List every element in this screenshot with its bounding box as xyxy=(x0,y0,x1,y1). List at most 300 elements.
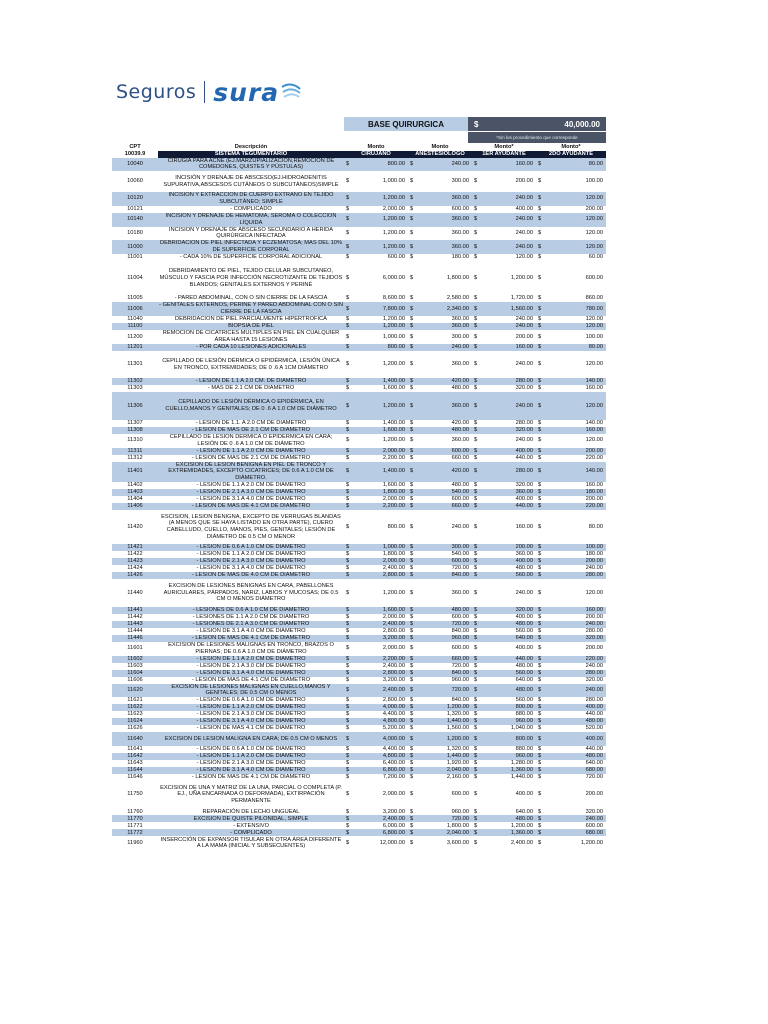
amount-segundo-ayudante xyxy=(536,206,606,213)
amount-anestesiologo xyxy=(408,544,472,551)
currency-symbol: $ xyxy=(474,589,478,596)
currency-symbol: $ xyxy=(474,565,478,572)
cpt-code: 11626 xyxy=(127,725,143,732)
amount-segundo-ayudante xyxy=(536,704,606,711)
amount-anestesiologo xyxy=(408,565,472,572)
amount-primer-ayudante xyxy=(472,767,536,774)
procedure-description: INCISIÓN Y DRENAJE DE ABSCESO(EJ.HIDROADENITIS SUPURATIVA,ABSCESOS CUTÁNEOS O SUBCUTÁNEOS)SIMPLE xyxy=(163,174,339,188)
table-row xyxy=(112,510,606,544)
currency-symbol: $ xyxy=(346,627,350,634)
amount-value: 280.00 xyxy=(585,627,603,634)
amount-value: 4,000.00 xyxy=(382,735,405,742)
amount-cirujano xyxy=(344,836,408,850)
amount-value: 80.00 xyxy=(588,344,603,351)
table-row xyxy=(112,822,606,829)
amount-anestesiologo xyxy=(408,503,472,510)
amount-value: 800.00 xyxy=(387,344,405,351)
currency-symbol: $ xyxy=(346,655,350,662)
currency-symbol: $ xyxy=(538,565,542,572)
cpt-code: 11602 xyxy=(112,656,158,663)
procedure-description: EXCISION DE LESIONES MALIGNAS EN TRONCO, BRAZOS O PIERNAS; DE 0.6 A 1.0 CM DE DIÁMETRO xyxy=(168,641,334,655)
currency-symbol: $ xyxy=(346,305,350,312)
currency-symbol: $ xyxy=(410,402,414,409)
currency-symbol: $ xyxy=(410,606,414,613)
cpt-code: 10180 xyxy=(127,230,143,237)
currency-symbol: $ xyxy=(474,774,478,781)
amount-value: 200.00 xyxy=(585,558,603,565)
amount-segundo-ayudante xyxy=(536,213,606,227)
amount-primer-ayudante xyxy=(472,192,536,206)
amount-value: 880.00 xyxy=(515,746,533,753)
amount-primer-ayudante xyxy=(472,254,536,261)
amount-value: 600.00 xyxy=(387,254,405,261)
amount-value: 80.00 xyxy=(588,161,603,168)
currency-symbol: $ xyxy=(346,544,350,551)
amount-anestesiologo xyxy=(408,427,472,434)
currency-symbol: $ xyxy=(346,753,350,760)
amount-primer-ayudante xyxy=(472,614,536,621)
currency-symbol: $ xyxy=(474,523,478,530)
amount-primer-ayudante xyxy=(472,206,536,213)
table-row xyxy=(112,482,606,489)
amount-value: 600.00 xyxy=(451,496,469,503)
amount-cirujano xyxy=(344,489,408,496)
amount-cirujano xyxy=(344,614,408,621)
cpt-code: 11423 xyxy=(112,558,158,565)
amount-cirujano xyxy=(344,704,408,711)
currency-symbol: $ xyxy=(538,305,542,312)
base-amount: 40,000.00 xyxy=(564,119,600,129)
amount-value: 480.00 xyxy=(451,426,469,433)
amount-value: 220.00 xyxy=(585,454,603,461)
amount-value: 1,800.00 xyxy=(446,822,469,829)
currency-symbol: $ xyxy=(346,808,350,815)
currency-symbol: $ xyxy=(474,482,478,489)
amount-value: 1,200.00 xyxy=(382,195,405,202)
amount-value: 160.00 xyxy=(585,482,603,489)
amount-cirujano xyxy=(344,261,408,295)
amount-anestesiologo xyxy=(408,621,472,628)
currency-symbol: $ xyxy=(346,254,350,261)
amount-segundo-ayudante xyxy=(536,760,606,767)
amount-cirujano xyxy=(344,663,408,670)
procedure-description: CIRUGÍA PARA ACNÉ (EJ.MARZUPIALIZACIÓN,REMOCIÓN DE COMEDONES, QUISTES Y PÚSTULAS) xyxy=(158,158,344,172)
amount-value: 1,200.00 xyxy=(382,230,405,237)
currency-symbol: $ xyxy=(474,544,478,551)
cpt-code: 11005 xyxy=(127,295,143,302)
currency-symbol: $ xyxy=(410,178,414,185)
amount-value: 360.00 xyxy=(515,489,533,496)
amount-value: 440.00 xyxy=(515,503,533,510)
amount-segundo-ayudante xyxy=(536,295,606,302)
table-row xyxy=(112,171,606,192)
base-currency: $ xyxy=(474,119,479,129)
amount-value: 720.00 xyxy=(451,687,469,693)
table-row xyxy=(112,836,606,850)
amount-segundo-ayudante xyxy=(536,455,606,462)
amount-cirujano xyxy=(344,677,408,684)
currency-symbol: $ xyxy=(410,254,414,261)
currency-symbol: $ xyxy=(474,735,478,742)
currency-symbol: $ xyxy=(410,620,414,627)
currency-symbol: $ xyxy=(474,447,478,454)
amount-value: 240.00 xyxy=(515,216,533,223)
amount-value: 120.00 xyxy=(585,323,603,330)
amount-primer-ayudante xyxy=(472,295,536,302)
cpt-code: 11420 xyxy=(127,523,143,530)
cpt-code: 11302 xyxy=(112,378,158,385)
currency-symbol: $ xyxy=(346,361,350,368)
amount-value: 480.00 xyxy=(585,718,603,725)
currency-symbol: $ xyxy=(474,669,478,676)
amount-cirujano xyxy=(344,240,408,254)
table-row xyxy=(112,323,606,330)
amount-value: 400.00 xyxy=(515,613,533,620)
currency-symbol: $ xyxy=(474,195,478,202)
currency-symbol: $ xyxy=(474,760,478,767)
currency-symbol: $ xyxy=(538,243,542,250)
amount-segundo-ayudante xyxy=(536,663,606,670)
cpt-code: 11307 xyxy=(127,419,143,426)
currency-symbol: $ xyxy=(474,634,478,641)
amount-primer-ayudante xyxy=(472,240,536,254)
amount-value: 2,000.00 xyxy=(382,791,405,798)
currency-symbol: $ xyxy=(538,767,542,774)
amount-value: 2,400.00 xyxy=(382,620,405,627)
currency-symbol: $ xyxy=(538,655,542,662)
amount-anestesiologo xyxy=(408,718,472,725)
amount-cirujano xyxy=(344,302,408,316)
amount-value: 1,280.00 xyxy=(510,760,533,767)
amount-value: 320.00 xyxy=(515,385,533,392)
amount-segundo-ayudante xyxy=(536,434,606,448)
amount-value: 2,580.00 xyxy=(446,295,469,302)
amount-cirujano xyxy=(344,635,408,642)
header-row-titles xyxy=(112,144,606,151)
currency-symbol: $ xyxy=(474,829,478,836)
currency-symbol: $ xyxy=(410,735,414,742)
currency-symbol: $ xyxy=(410,669,414,676)
currency-symbol: $ xyxy=(474,489,478,496)
currency-symbol: $ xyxy=(410,551,414,558)
base-label: BASE QUIRURGICA xyxy=(344,117,468,131)
amount-value: 120.00 xyxy=(585,230,603,237)
amount-anestesiologo xyxy=(408,642,472,656)
amount-value: 6,800.00 xyxy=(382,767,405,774)
amount-primer-ayudante xyxy=(472,704,536,711)
table-row xyxy=(112,642,606,656)
table-row xyxy=(112,351,606,378)
amount-value: 1,400.00 xyxy=(382,419,405,426)
cpt-code: 11424 xyxy=(127,565,143,572)
cpt-code: 10140 xyxy=(112,213,158,227)
amount-primer-ayudante xyxy=(472,482,536,489)
amount-anestesiologo xyxy=(408,656,472,663)
amount-value: 840.00 xyxy=(451,627,469,634)
table-row xyxy=(112,829,606,836)
currency-symbol: $ xyxy=(346,822,350,829)
amount-value: 1,200.00 xyxy=(382,589,405,596)
amount-value: 360.00 xyxy=(451,589,469,596)
amount-value: 400.00 xyxy=(585,735,603,742)
amount-value: 280.00 xyxy=(515,468,533,475)
amount-value: 480.00 xyxy=(515,565,533,572)
amount-anestesiologo xyxy=(408,420,472,427)
amount-value: 280.00 xyxy=(585,669,603,676)
col-header-monto-cirujano: Monto xyxy=(367,144,385,150)
amount-value: 960.00 xyxy=(451,808,469,815)
currency-symbol: $ xyxy=(410,760,414,767)
procedure-description: ESCISION, LESION BENIGNA, EXCEPTO DE VERRUGAS BLANDAS (A MENOS QUE SE HAYA LISTADO EN OTRA PARTE), CUERO CABELLUDO, CUELLO, MANOS, PIES, GENITALES; LESIÓN DE DIÁMETRO DE 0.5 CM O MENOR xyxy=(161,513,341,541)
cpt-code: 11200 xyxy=(127,333,143,340)
amount-value: 3,600.00 xyxy=(446,839,469,846)
amount-cirujano xyxy=(344,670,408,677)
amount-value: 400.00 xyxy=(585,704,603,711)
procedure-description: - LESIÓN DE 3.1 A 4.0 CM DE DIÁMETRO xyxy=(158,670,344,677)
currency-symbol: $ xyxy=(538,523,542,530)
currency-symbol: $ xyxy=(410,613,414,620)
currency-symbol: $ xyxy=(474,254,478,261)
currency-symbol: $ xyxy=(410,558,414,565)
amount-anestesiologo xyxy=(408,614,472,621)
sura-logo xyxy=(116,74,302,110)
amount-value: 280.00 xyxy=(515,378,533,385)
currency-symbol: $ xyxy=(410,496,414,503)
col-header-monto-ayudante-1: Monto* xyxy=(494,144,514,150)
amount-primer-ayudante xyxy=(472,697,536,704)
amount-cirujano xyxy=(344,544,408,551)
amount-cirujano xyxy=(344,206,408,213)
amount-value: 360.00 xyxy=(451,361,469,368)
currency-symbol: $ xyxy=(538,295,542,302)
cpt-code: 11642 xyxy=(112,753,158,760)
currency-symbol: $ xyxy=(410,711,414,718)
amount-cirujano xyxy=(344,496,408,503)
amount-primer-ayudante xyxy=(472,448,536,455)
currency-symbol: $ xyxy=(410,634,414,641)
cpt-code: 10120 xyxy=(112,192,158,206)
amount-value: 2,400.00 xyxy=(510,839,533,846)
amount-value: 480.00 xyxy=(515,662,533,669)
amount-value: 300.00 xyxy=(451,333,469,340)
amount-primer-ayudante xyxy=(472,808,536,815)
amount-segundo-ayudante xyxy=(536,697,606,704)
amount-value: 360.00 xyxy=(451,230,469,237)
amount-value: 2,000.00 xyxy=(382,205,405,212)
currency-symbol: $ xyxy=(474,767,478,774)
amount-value: 240.00 xyxy=(515,361,533,368)
cpt-code: 11444 xyxy=(127,627,143,634)
procedure-description: CEPILLADO DE LESIÓN DÉRMICA O EPIDÉRMICA, EN CUELLO,MANOS Y GENITALES; DE 0 .6 A 1.0 CM DE DIÁMETRO xyxy=(158,392,344,419)
amount-primer-ayudante xyxy=(472,544,536,551)
table-row xyxy=(112,489,606,496)
amount-value: 1,200.00 xyxy=(510,822,533,829)
table-row xyxy=(112,448,606,455)
amount-value: 320.00 xyxy=(515,606,533,613)
currency-symbol: $ xyxy=(410,316,414,323)
currency-symbol: $ xyxy=(346,503,350,510)
currency-symbol: $ xyxy=(474,687,478,693)
currency-symbol: $ xyxy=(474,551,478,558)
col-header-descripcion: Descripción xyxy=(234,144,268,150)
amount-primer-ayudante xyxy=(472,323,536,330)
currency-symbol: $ xyxy=(410,205,414,212)
amount-value: 600.00 xyxy=(451,558,469,565)
currency-symbol: $ xyxy=(538,791,542,798)
brand-divider xyxy=(204,81,205,103)
currency-symbol: $ xyxy=(474,645,478,652)
amount-primer-ayudante xyxy=(472,420,536,427)
currency-symbol: $ xyxy=(346,523,350,530)
amount-cirujano xyxy=(344,815,408,822)
currency-symbol: $ xyxy=(474,839,478,846)
currency-symbol: $ xyxy=(410,704,414,711)
procedure-description: - EXTENSIVO xyxy=(232,822,270,829)
cpt-code: 11100 xyxy=(112,323,158,330)
procedure-description: CEPILLADO DE LESIÓN DÉRMICA O EPIDÉRMICA EN CARA; LESIÓN DE 0 .6 A 1.0 CM DE DIÁMETRO xyxy=(169,433,333,447)
currency-symbol: $ xyxy=(538,503,542,510)
cpt-code: 11621 xyxy=(127,697,143,704)
amount-value: 7,200.00 xyxy=(382,774,405,781)
amount-anestesiologo xyxy=(408,836,472,850)
currency-symbol: $ xyxy=(410,489,414,496)
currency-symbol: $ xyxy=(538,725,542,732)
amount-anestesiologo xyxy=(408,829,472,836)
amount-anestesiologo xyxy=(408,316,472,323)
amount-primer-ayudante xyxy=(472,642,536,656)
amount-value: 1,600.00 xyxy=(382,426,405,433)
cpt-code: 10121 xyxy=(127,205,143,212)
cpt-code: 11601 xyxy=(127,645,143,652)
amount-value: 680.00 xyxy=(585,767,603,774)
amount-cirujano xyxy=(344,656,408,663)
currency-symbol: $ xyxy=(538,316,542,323)
currency-symbol: $ xyxy=(474,815,478,822)
currency-symbol: $ xyxy=(346,613,350,620)
amount-value: 240.00 xyxy=(515,323,533,330)
amount-anestesiologo xyxy=(408,635,472,642)
amount-value: 140.00 xyxy=(585,419,603,426)
amount-cirujano xyxy=(344,774,408,781)
amount-primer-ayudante xyxy=(472,781,536,808)
currency-symbol: $ xyxy=(474,558,478,565)
amount-anestesiologo xyxy=(408,227,472,241)
table-row xyxy=(112,462,606,483)
cpt-code: 11643 xyxy=(127,760,143,767)
amount-cirujano xyxy=(344,621,408,628)
table-row xyxy=(112,711,606,718)
amount-value: 480.00 xyxy=(585,753,603,760)
amount-value: 660.00 xyxy=(451,655,469,662)
procedure-description: BIOPSIA DE PIEL xyxy=(158,323,344,330)
amount-anestesiologo xyxy=(408,670,472,677)
amount-value: 4,800.00 xyxy=(382,718,405,725)
cpt-code: 11426 xyxy=(112,572,158,579)
currency-symbol: $ xyxy=(474,454,478,461)
amount-value: 4,400.00 xyxy=(382,711,405,718)
amount-anestesiologo xyxy=(408,378,472,385)
amount-segundo-ayudante xyxy=(536,254,606,261)
currency-symbol: $ xyxy=(538,216,542,223)
currency-symbol: $ xyxy=(538,620,542,627)
amount-value: 440.00 xyxy=(585,746,603,753)
amount-value: 720.00 xyxy=(451,815,469,822)
currency-symbol: $ xyxy=(346,447,350,454)
table-row xyxy=(112,558,606,565)
amount-value: 960.00 xyxy=(515,718,533,725)
currency-symbol: $ xyxy=(474,606,478,613)
amount-anestesiologo xyxy=(408,206,472,213)
amount-segundo-ayudante xyxy=(536,171,606,192)
amount-value: 1,200.00 xyxy=(382,243,405,250)
currency-symbol: $ xyxy=(410,378,414,385)
amount-anestesiologo xyxy=(408,607,472,614)
amount-value: 1,200.00 xyxy=(382,437,405,444)
currency-symbol: $ xyxy=(474,676,478,683)
currency-symbol: $ xyxy=(346,565,350,572)
table-row xyxy=(112,746,606,753)
amount-value: 4,000.00 xyxy=(382,704,405,711)
amount-anestesiologo xyxy=(408,455,472,462)
col-header-monto-ayudante-2: Monto* xyxy=(561,144,581,150)
amount-value: 200.00 xyxy=(585,613,603,620)
procedure-description: - LESIONES DE 0.6 A 1.0 CM DE DIÁMETRO xyxy=(158,607,344,614)
amount-cirujano xyxy=(344,642,408,656)
amount-value: 120.00 xyxy=(585,216,603,223)
amount-value: 600.00 xyxy=(585,274,603,281)
amount-value: 1,200.00 xyxy=(382,323,405,330)
currency-symbol: $ xyxy=(538,711,542,718)
amount-value: 400.00 xyxy=(515,558,533,565)
cpt-code: 10060 xyxy=(127,178,143,185)
amount-value: 7,800.00 xyxy=(382,305,405,312)
procedure-description: DEBRIDACIÓN DE PIEL INFECTADA Y ECZEMATOSA; MÁS DEL 10% DE SUPERFICIE CORPORAL xyxy=(159,240,343,254)
currency-symbol: $ xyxy=(474,385,478,392)
currency-symbol: $ xyxy=(538,718,542,725)
currency-symbol: $ xyxy=(538,589,542,596)
amount-anestesiologo xyxy=(408,323,472,330)
table-row xyxy=(112,295,606,302)
amount-value: 800.00 xyxy=(387,161,405,168)
currency-symbol: $ xyxy=(346,558,350,565)
amount-segundo-ayudante xyxy=(536,829,606,836)
currency-symbol: $ xyxy=(346,606,350,613)
currency-symbol: $ xyxy=(538,447,542,454)
amount-value: 1,200.00 xyxy=(382,361,405,368)
procedure-description: - LESIÓN DE MÁS DE 2.1 CM DE DIÁMETRO xyxy=(158,427,344,434)
amount-value: 360.00 xyxy=(451,243,469,250)
currency-symbol: $ xyxy=(474,822,478,829)
currency-symbol: $ xyxy=(410,767,414,774)
cpt-code: 11401 xyxy=(112,462,158,483)
currency-symbol: $ xyxy=(346,243,350,250)
amount-value: 240.00 xyxy=(515,195,533,202)
currency-symbol: $ xyxy=(346,791,350,798)
amount-segundo-ayudante xyxy=(536,808,606,815)
currency-symbol: $ xyxy=(410,808,414,815)
amount-value: 600.00 xyxy=(451,791,469,798)
procedure-description: - LESIÓN DE 0.6 A 1.0 CM DE DIÁMETRO xyxy=(196,746,306,753)
currency-symbol: $ xyxy=(538,613,542,620)
currency-symbol: $ xyxy=(538,815,542,822)
amount-value: 600.00 xyxy=(451,645,469,652)
amount-primer-ayudante xyxy=(472,656,536,663)
procedure-description: EXCISION DE UNA Y MATRIZ DE LA UNA, PARCIAL O COMPLETA (P. EJ., UÑA ENCARNADA O DEFORMADA), EXTIRPACIÓN PERMANENTE xyxy=(160,784,342,805)
currency-symbol: $ xyxy=(538,572,542,579)
currency-symbol: $ xyxy=(474,697,478,704)
amount-value: 2,000.00 xyxy=(382,613,405,620)
amount-value: 120.00 xyxy=(585,589,603,596)
